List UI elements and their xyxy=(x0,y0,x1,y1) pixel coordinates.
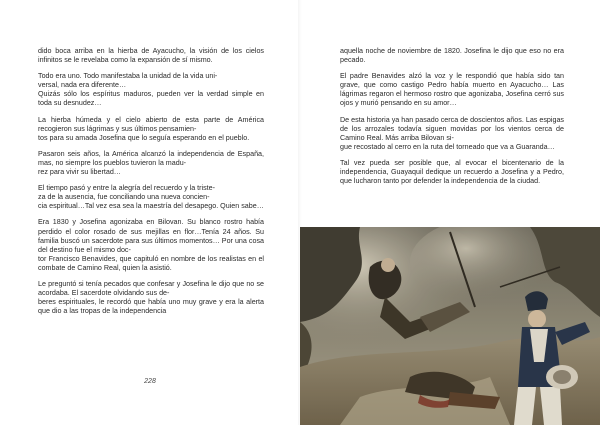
left-text-column xyxy=(38,47,264,323)
paragraph: El tiempo pasó y entre la alegría del recuerdo y la triste- za de la ausencia, fue conciliando una nueva concien- cia espiritual…Tal vez esa sea la maestría del desapego. Quien sabe… xyxy=(38,184,264,211)
paragraph: Tal vez pueda ser posible que, al evocar el bicentenario de la independencia, Guayaquil dedique un recuerdo a Josefina y a Pedro, que lucharon tanto por defender la independencia de la ciudad. xyxy=(340,158,564,186)
battle-painting-icon xyxy=(300,227,600,425)
paragraph: dido boca arriba en la hierba de Ayacucho, la visión de los cielos infinitos se le revelaba como la expansión de sí mismo. xyxy=(38,47,264,65)
right-text-column xyxy=(340,47,564,193)
paragraph: Pasaron seis años, la América alcanzó la independencia de España, mas, no siempre los pueblos tuvieron la madu- rez para vivir su libertad… xyxy=(38,149,264,177)
paragraph: Todo era uno. Todo manifestaba la unidad de la vida uni- versal, nada era diferente… Quizás sólo los espíritus maduros, pueden ver la verdad simple en toda su desnudez… xyxy=(38,72,264,108)
paragraph: De esta historia ya han pasado cerca de doscientos años. Las espigas de los arrozales todavía siguen movidas por los vientos cerca de Camino Real. Más arriba Bilovan si- gue recostado al cerro en la ruta del torneado que va a Guaranda… xyxy=(340,115,564,151)
paragraph: El padre Benavides alzó la voz y le respondió que había sido tan grave, que como castigo Pedro había muerto en Ayacucho… Las lágrimas regaron el hermoso rostro que agonizaba, Josefina cerró sus ojos y murió pensando en su amor… xyxy=(340,72,564,108)
paragraph: Era 1830 y Josefina agonizaba en Bilovan. Su blanco rostro había perdido el color rosado de sus mejillas en flor…Tenía 24 años. Su familia buscó un sacerdote para sus últimos momentos… Por una cosa del destino fue el mismo doc- tor Francisco Benavides, que capituló en nombre de los realistas en el combate de Camino Real, quien la asistió. xyxy=(38,218,264,272)
paragraph: Le preguntó si tenía pecados que confesar y Josefina le dijo que no se acordaba. El sacerdote olvidando sus de- beres espirituales, le recordó que había uno muy grave y era la alerta que dio a las tropas de la independencia xyxy=(38,279,264,316)
battle-painting-svg xyxy=(300,227,600,425)
paragraph: aquella noche de noviembre de 1820. Josefina le dijo que eso no era pecado. xyxy=(340,47,564,65)
paragraph: La hierba húmeda y el cielo abierto de esta parte de América recogieron sus lágrimas y sus últimos pensamien- tos para su amada Josefina que lo seguía esperando en el pueblo. xyxy=(38,115,264,142)
page-number: 228 xyxy=(144,378,156,385)
